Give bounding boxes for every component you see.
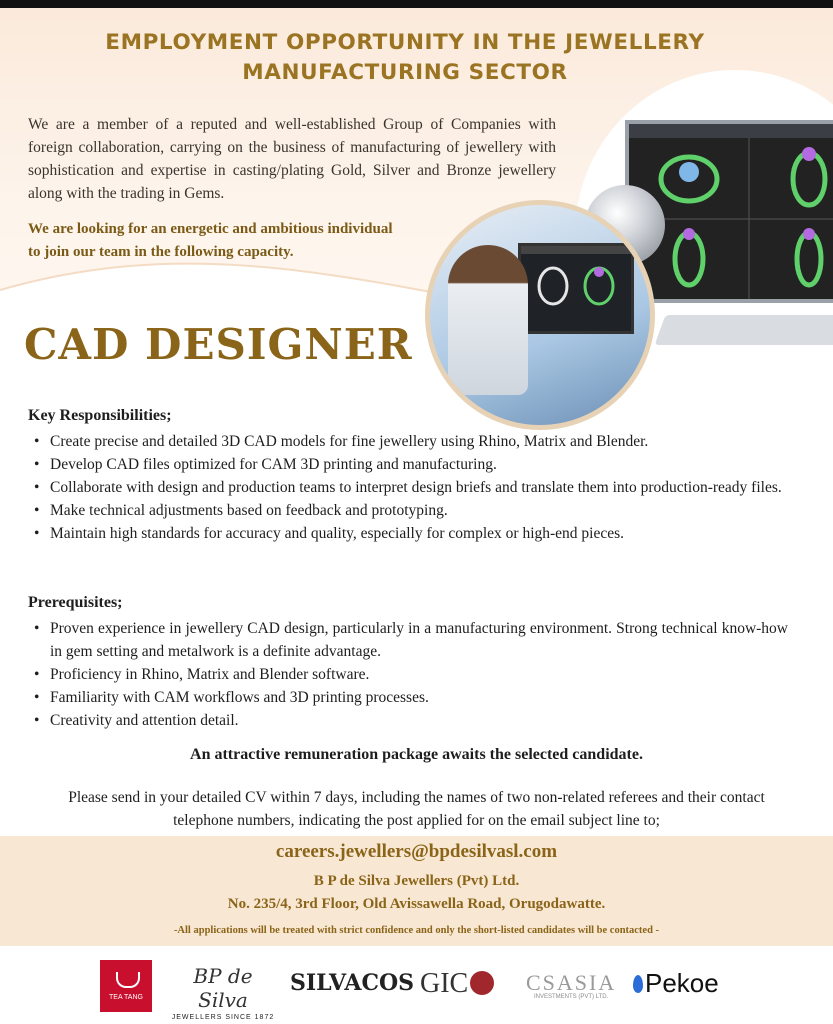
pekoe-wordmark: Pekoe xyxy=(645,968,719,998)
list-item: • Proven experience in jewellery CAD design, particularly in a manufacturing environment. Strong technical know-how in gem setting and metalwork is a definite advantage. xyxy=(28,617,788,663)
job-title: CAD DESIGNER xyxy=(24,320,413,369)
prerequisites-section xyxy=(28,593,788,732)
teatang-logo xyxy=(100,960,152,1012)
desk-monitor-renders xyxy=(521,246,631,331)
teacup-icon xyxy=(116,972,140,988)
silvacos-logo: SILVACOS xyxy=(290,970,415,996)
responsibilities-heading: Key Responsibilities; xyxy=(28,407,172,424)
bp-de-silva-logo xyxy=(168,964,278,1021)
designer-at-desk-image xyxy=(425,200,655,430)
bp-since-label: JEWELLERS SINCE 1872 xyxy=(171,1014,275,1021)
company-address: No. 235/4, 3rd Floor, Old Avissawella Road, Orugodawatte. xyxy=(227,896,606,912)
bp-script-wordmark: BP de Silva xyxy=(193,964,253,1012)
looking-line-1: We are looking for an energetic and ambitious individual xyxy=(28,221,393,237)
list-item: • Create precise and detailed 3D CAD models for fine jewellery using Rhino, Matrix and Blender. xyxy=(28,430,788,453)
csasia-subtitle: INVESTMENTS (PVT) LTD. xyxy=(534,994,609,1000)
responsibilities-section xyxy=(28,406,788,545)
desk-monitor xyxy=(518,243,634,334)
responsibilities-list xyxy=(28,430,788,545)
gic-logo xyxy=(420,968,494,1000)
prerequisites-heading: Prerequisites; xyxy=(28,594,123,611)
list-item: • Proficiency in Rhino, Matrix and Blender software. xyxy=(28,663,788,686)
list-item: • Maintain high standards for accuracy and quality, especially for complex or high-end pieces. xyxy=(28,522,788,545)
company-name: B P de Silva Jewellers (Pvt) Ltd. xyxy=(313,873,520,889)
teatang-label: TEA TANG xyxy=(109,994,143,1001)
list-item: • Make technical adjustments based on feedback and prototyping. xyxy=(28,499,788,522)
pekoe-logo xyxy=(633,968,719,999)
application-instructions: Please send in your detailed CV within 7 days, including the names of two non-related referees and their contact telephone numbers, indicating the post applied for on the email subject line to; xyxy=(68,789,765,829)
keyboard xyxy=(655,315,833,345)
confidentiality-note: -All applications will be treated with strict confidence and only the short-listed candidates will be contacted - xyxy=(173,925,660,936)
contact-email-link[interactable]: careers.jewellers@bpdesilvasl.com xyxy=(275,841,558,862)
title-line-1: EMPLOYMENT OPPORTUNITY IN THE JEWELLERY xyxy=(105,30,705,55)
looking-for-statement xyxy=(28,218,428,264)
looking-line-2: to join our team in the following capacity. xyxy=(28,244,294,260)
group-logos xyxy=(0,948,833,1024)
leaf-drop-icon xyxy=(633,975,643,993)
gic-wordmark: GIC xyxy=(420,968,469,999)
gic-emblem-icon xyxy=(470,971,494,995)
list-item: • Creativity and attention detail. xyxy=(28,709,788,732)
list-item: • Collaborate with design and production teams to interpret design briefs and translate them into production-ready files. xyxy=(28,476,788,499)
company-intro: We are a member of a reputed and well-established Group of Companies with foreign collaboration, carrying on the business of manufacturing of jewellery with sophistication and expertise in casting/plating Gold, Silver and Bronze jewellery along with the trading in Gems. xyxy=(28,116,556,202)
top-border xyxy=(0,0,833,8)
list-item: • Familiarity with CAM workflows and 3D printing processes. xyxy=(28,686,788,709)
designer-person xyxy=(448,245,528,395)
title-line-2: MANUFACTURING SECTOR xyxy=(242,60,568,85)
csasia-wordmark: CSASIA xyxy=(526,970,617,995)
prerequisites-list xyxy=(28,617,788,732)
list-item: • Develop CAD files optimized for CAM 3D printing and manufacturing. xyxy=(28,453,788,476)
csasia-logo xyxy=(526,970,616,1000)
remuneration-note: An attractive remuneration package awaits the selected candidate. xyxy=(190,746,643,763)
